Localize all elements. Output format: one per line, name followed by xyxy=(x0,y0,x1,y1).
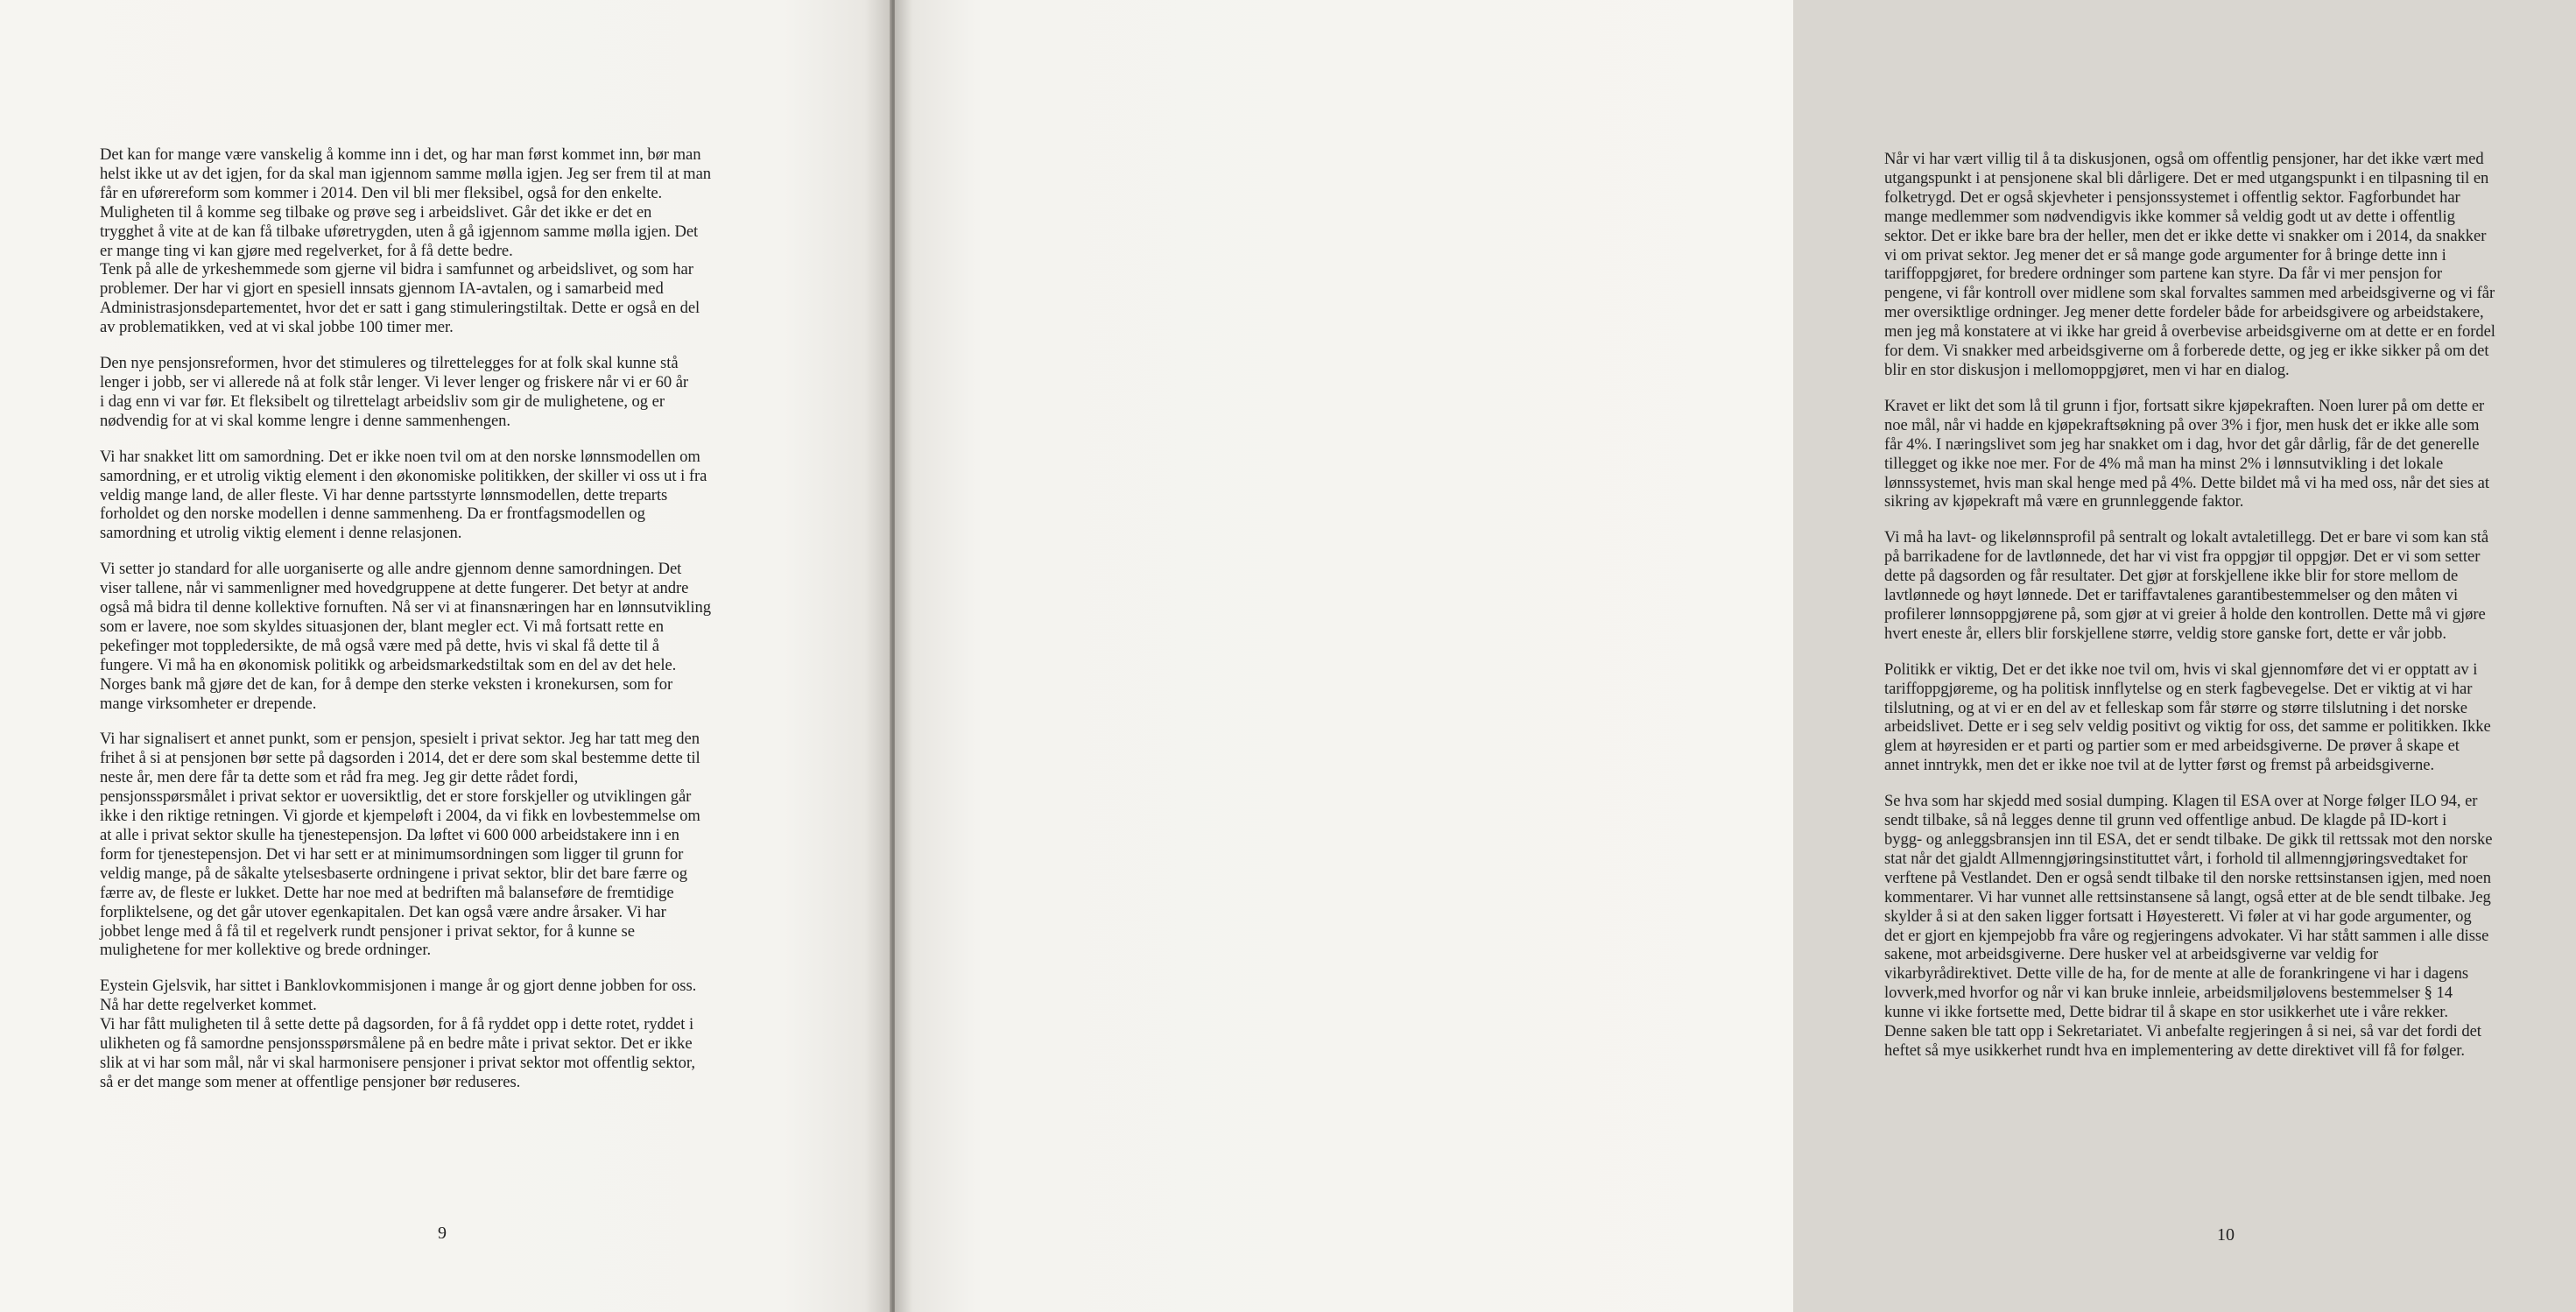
text-line: helst ikke ut av det igjen, for da skal man igjennom samme mølla igjen. Jeg ser frem til at man xyxy=(100,164,712,183)
text-line: sendt tilbake, så nå legges denne til grunn ved offentlige anbud. De klagde på ID-kort i xyxy=(1884,811,2447,830)
paragraph xyxy=(100,560,792,713)
right-page-body xyxy=(1884,150,2576,1077)
text-line: lønnssystemet, hvis man skal henge med på 4%. Dette bildet må vi ha med oss, når det sies at xyxy=(1884,473,2489,492)
text-line: sikring av kjøpekraft må være en grunnleggende faktor. xyxy=(1884,492,2244,511)
text-line: Kravet er likt det som lå til grunn i fjor, fortsatt sikre kjøpekraften. Noen lurer på om dette er xyxy=(1884,396,2485,415)
text-line: hvert eneste år, ellers blir forskjellene større, veldig store ganske fort, dette er vår jobb. xyxy=(1884,624,2446,643)
text-line: kommentarer. Vi har vunnet alle rettsinstansene så langt, også etter at de ble sendt tilbake. Jeg xyxy=(1884,887,2491,906)
text-line: arbeidslivet. Dette er i seg selv veldig positivt og viktig for oss, det samme er politikken. Ikke xyxy=(1884,717,2491,737)
text-line: Eystein Gjelsvik, har sittet i Banklovkommisjonen i mange år og gjort denne jobben for oss. xyxy=(100,977,697,996)
text-line: for dem. Vi snakker med arbeidsgiverne om å forberede dette, og jeg er ikke sikker på om det xyxy=(1884,342,2489,361)
text-line: Norges bank må gjøre det de kan, for å dempe den sterke veksten i kronekursen, som for xyxy=(100,674,673,694)
left-page xyxy=(0,0,891,1312)
paragraph xyxy=(1884,792,2576,1061)
text-line: Administrasjonsdepartementet, hvor det er satt i gang stimuleringstiltak. Dette er også en del xyxy=(100,299,700,318)
text-line: også må bidra til denne kollektive fornuften. Nå ser vi at finansnæringen har en lønnsutvikling xyxy=(100,598,712,617)
text-line: færre av, de fleste er lukket. Dette har noe med at bedriften må balanseføre de fremtidige xyxy=(100,883,674,902)
text-line: forpliktelsene, og det går utover egenkapitalen. Det kan også være andre årsaker. Vi har xyxy=(100,902,666,921)
page-number-right: 10 xyxy=(2217,1225,2235,1245)
text-line: samordning et utrolig viktig element i denne relasjonen. xyxy=(100,524,462,543)
paragraph xyxy=(100,730,792,960)
text-line: veldig mange, på de såkalte ytelsesbaserte ordningene i privat sektor, blir det bare færre og xyxy=(100,864,687,883)
text-line: mange medlemmer som nødvendigvis ikke kommer så veldig godt ut av dette i offentlig xyxy=(1884,207,2455,226)
text-line: sakene, mot arbeidsgiverne. Dere husker vel at arbeidsgiverne var veldig for xyxy=(1884,945,2379,964)
text-line: folketrygd. Det er også skjevheter i pensjonssystemet i offentlig sektor. Fagforbundet har xyxy=(1884,187,2460,207)
paragraph xyxy=(100,145,792,337)
text-line: problemer. Der har vi gjort en spesiell innsats gjennom IA-avtalen, og i samarbeid med xyxy=(100,279,664,299)
text-line: at alle i privat sektor skulle ha tjenestepensjon. Da løftet vi 600 000 arbeidstakere inn i en xyxy=(100,826,679,844)
right-page xyxy=(895,0,2495,1312)
text-line: ulikheten og få samordne pensjonsspørsmålene på en bedre måte i privat sektor. Det er ikke xyxy=(100,1034,693,1054)
text-line: kunne vi ikke fortsette med, Dette bidrar til å skape en stor usikkerhet ute i våre rekker. xyxy=(1884,1003,2448,1022)
text-line: noe mål, når vi hadde en kjøpekraftsøkning på over 3% i fjor, men husk det er ikke alle som xyxy=(1884,415,2480,434)
text-line: skylder å si at den saken ligger fortsatt i Høyesterett. Vi føler at vi har gode argumenter, og xyxy=(1884,906,2472,926)
text-line: Vi setter jo standard for alle uorganiserte og alle andre gjennom denne samordningen. Det xyxy=(100,560,682,579)
text-line: vi om privat sektor. Jeg mener det er så mange gode argumenter for å bringe dette inn i xyxy=(1884,245,2446,265)
text-line: er mange ting vi kan gjøre med regelverket, for å få dette bedre. xyxy=(100,241,513,260)
text-line: Se hva som har skjedd med sosial dumping. Klagen til ESA over at Norge følger ILO 94, er xyxy=(1884,792,2478,811)
text-line: men jeg må konstatere at vi ikke har greid å overbevise arbeidsgiverne om at dette er en fordel xyxy=(1884,322,2495,342)
text-line: frihet å si at pensjonen bør sette på dagsorden i 2014, det er dere som skal bestemme dette til xyxy=(100,749,700,768)
text-line: Når vi har vært villig til å ta diskusjonen, også om offentlig pensjoner, har det ikke vært med xyxy=(1884,150,2484,168)
paragraph xyxy=(100,448,792,544)
text-line: heftet så mye usikkerhet rundt hva en implementering av dette direktivet vill få for følger. xyxy=(1884,1040,2466,1060)
page-number-left: 9 xyxy=(438,1224,447,1243)
paragraph xyxy=(1884,397,2576,511)
text-line: lavtlønnede og høyt lønnede. Det er tariffavtalenes garantibestemmelser og den måten vi xyxy=(1884,586,2459,605)
text-line: slik at vi har som mål, når vi skal harmonisere pensjoner i privat sektor mot offentlig sektor, xyxy=(100,1053,695,1072)
text-line: neste år, men dere får ta dette som et råd fra meg. Jeg gir dette rådet fordi, xyxy=(100,768,579,787)
text-line: lovverk,med hvorfor og når vi kan bruke innleie, arbeidsmiljølovens bestemmelser § 14 xyxy=(1884,984,2453,1003)
text-line: av problematikken, ved at vi skal jobbe 100 timer mer. xyxy=(100,318,454,337)
text-line: sektor. Det er ikke bare bra der heller, men det er ikke dette vi snakker om i 2014, da snakker xyxy=(1884,226,2487,245)
text-line: Politikk er viktig, Det er det ikke noe tvil om, hvis vi skal gjennomføre det vi er opptatt av i xyxy=(1884,660,2478,679)
text-line: så er det mange som mener at offentlige pensjoner bør reduseres. xyxy=(100,1072,521,1091)
text-line: mer oversiktlige ordninger. Jeg mener dette fordeler både for arbeidsgivere og arbeidstakere, xyxy=(1884,303,2484,322)
text-line: tariffoppgjøreme, og ha politisk innflytelse og en sterk fagbevegelse. Det er viktig at vi har xyxy=(1884,679,2473,698)
paragraph xyxy=(100,354,792,431)
text-line: annet inntrykk, men det er ikke noe tvil at de lytter først og fremst på arbeidsgiverne. xyxy=(1884,756,2435,775)
text-line: får 4%. I næringslivet som jeg har snakket om i dag, hvor det går dårlig, får de det generelle xyxy=(1884,434,2480,454)
text-line: i dag enn vi var før. Et fleksibelt og tilrettelagt arbeidsliv som gir de mulighetene, og er xyxy=(100,391,665,411)
text-line: Den nye pensjonsreformen, hvor det stimuleres og tilrettelegges for at folk skal kunne stå xyxy=(100,354,679,373)
text-line: verftene på Vestlandet. Den er også sendt tilbake til den norske rettsinstansen igjen, med noen xyxy=(1884,868,2492,887)
text-line: tillegget og ikke noe mer. For de 4% må man ha minst 2% i lønnsutvikling i det lokale xyxy=(1884,454,2444,473)
text-line: jobbet lenge med å få til et regelverk rundt pensjoner i privat sektor, for å kunne se xyxy=(100,921,635,941)
text-line: Denne saken ble tatt opp i Sekretariatet. Vi anbefalte regjeringen å si nei, så var det fordi det xyxy=(1884,1022,2481,1041)
text-line: pengene, vi får kontroll over midlene som skal forvaltes sammen med arbeidsgiverne og vi får xyxy=(1884,284,2495,303)
text-line: bygg- og anleggsbransjen inn til ESA, det er sendt tilbake. De gikk til rettssak mot den norske xyxy=(1884,830,2493,849)
text-line: veldig mange land, de aller fleste. Vi har denne partsstyrte lønnsmodellen, dette treparts xyxy=(100,485,668,504)
text-line: stat når det gjaldt Allmenngjøringsinstituttet vårt, i forhold til allmenngjøringsvedtaket for xyxy=(1884,849,2468,868)
text-line: Nå har dette regelverket kommet. xyxy=(100,996,317,1015)
text-line: forholdet og den norske modellen i denne sammenheng. Da er frontfagsmodellen og xyxy=(100,504,645,524)
text-line: form for tjenestepensjon. Det vi har sett er at minimumsordningen som ligger til grunn for xyxy=(100,844,684,864)
text-line: ikke i den riktige retningen. Vi gjorde et kjempeløft i 2004, da vi fikk en lovbestemmelse om xyxy=(100,807,700,826)
text-line: Muligheten til å komme seg tilbake og prøve seg i arbeidslivet. Går det ikke er det en xyxy=(100,202,652,222)
text-line: på barrikadene for de lavtlønnede, det har vi vist fra oppgjør til oppgjør. Det er vi som setter xyxy=(1884,547,2481,567)
text-line: nødvendig for at vi skal komme lengre i denne sammenhengen. xyxy=(100,411,510,430)
paragraph xyxy=(1884,660,2576,775)
paragraph xyxy=(1884,528,2576,643)
text-line: glem at høyresiden er et parti og partier som er med arbeidsgiverne. De prøver å skape et xyxy=(1884,737,2460,756)
text-line: Vi har fått muligheten til å sette dette på dagsorden, for å få ryddet opp i dette rotet, ryddet i xyxy=(100,1015,694,1034)
text-line: dette på dagsorden og får resultater. Det gjør at forskjellene ikke blir for store mellom de xyxy=(1884,567,2459,586)
text-line: pekefinger mot toppledersikte, de må også være med på dette, hvis vi skal få dette til å xyxy=(100,636,659,655)
text-line: får en uførereform som kommer i 2014. Den vil bli mer fleksibel, også for den enkelte. xyxy=(100,183,663,202)
text-line: tilslutning, og at vi er en del av et felleskap som får større og større tilslutning i det norske xyxy=(1884,698,2467,717)
text-line: som er lavere, noe som skyldes situasjonen der, blant megler ect. Vi må fortsatt rette en xyxy=(100,617,664,636)
text-line: pensjonsspørsmålet i privat sektor er uoversiktlig, det er store forskjeller og utviklingen går xyxy=(100,787,692,807)
text-line: tariffoppgjøret, for bredere ordninger som partene kan styre. Da får vi mer pensjon for xyxy=(1884,265,2443,284)
paragraph xyxy=(100,977,792,1091)
text-line: viser tallene, når vi sammenligner med hovedgruppene at dette fungerer. Det betyr at andre xyxy=(100,579,689,598)
text-line: mulighetene for mer kollektive og brede ordninger. xyxy=(100,941,432,960)
text-line: mange virksomheter er drepende. xyxy=(100,694,317,713)
left-page-body xyxy=(100,145,792,1109)
text-line: lenger i jobb, ser vi allerede nå at folk står lenger. Vi lever lenger og friskere når vi er 60 år xyxy=(100,372,689,391)
text-line: profilerer lønnsoppgjørene på, som gjør at vi greier å holde den kontrollen. Dette må vi gjøre xyxy=(1884,604,2486,624)
text-line: Tenk på alle de yrkeshemmede som gjerne vil bidra i samfunnet og arbeidslivet, og som har xyxy=(100,260,693,279)
text-line: samordning, er et utrolig viktig element i den økonomiske politikken, der skiller vi oss ut i fra xyxy=(100,466,707,485)
text-line: vikarbyrådirektivet. Dette ville de ha, for de mente at alle de forankringene vi har i dagens xyxy=(1884,964,2469,984)
text-line: blir en stor diskusjon i mellomoppgjøret, men vi har en dialog. xyxy=(1884,360,2290,379)
text-line: Vi har snakket litt om samordning. Det er ikke noen tvil om at den norske lønnsmodellen om xyxy=(100,447,700,466)
text-line: trygghet å vite at de kan få tilbake uføretrygden, uten å gå igjennom samme mølla igjen. Det xyxy=(100,222,699,241)
paragraph xyxy=(1884,150,2576,380)
text-line: fungere. Vi må ha en økonomisk politikk og arbeidsmarkedstiltak som en del av det hele. xyxy=(100,655,677,674)
text-line: Vi har signalisert et annet punkt, som er pensjon, spesielt i privat sektor. Jeg har tatt meg den xyxy=(100,730,700,749)
text-line: Vi må ha lavt- og likelønnsprofil på sentralt og lokalt avtaletillegg. Det er bare vi som kan stå xyxy=(1884,528,2489,547)
text-line: utgangspunkt i at pensjonene skal bli dårligere. Det er med utgangspunkt i en tilpasning til en xyxy=(1884,168,2489,187)
text-line: det er gjort en kjempejobb fra våre og regjeringens advokater. Vi har stått sammen i alle disse xyxy=(1884,926,2489,945)
text-line: Det kan for mange være vanskelig å komme inn i det, og har man først kommet inn, bør man xyxy=(100,145,701,164)
